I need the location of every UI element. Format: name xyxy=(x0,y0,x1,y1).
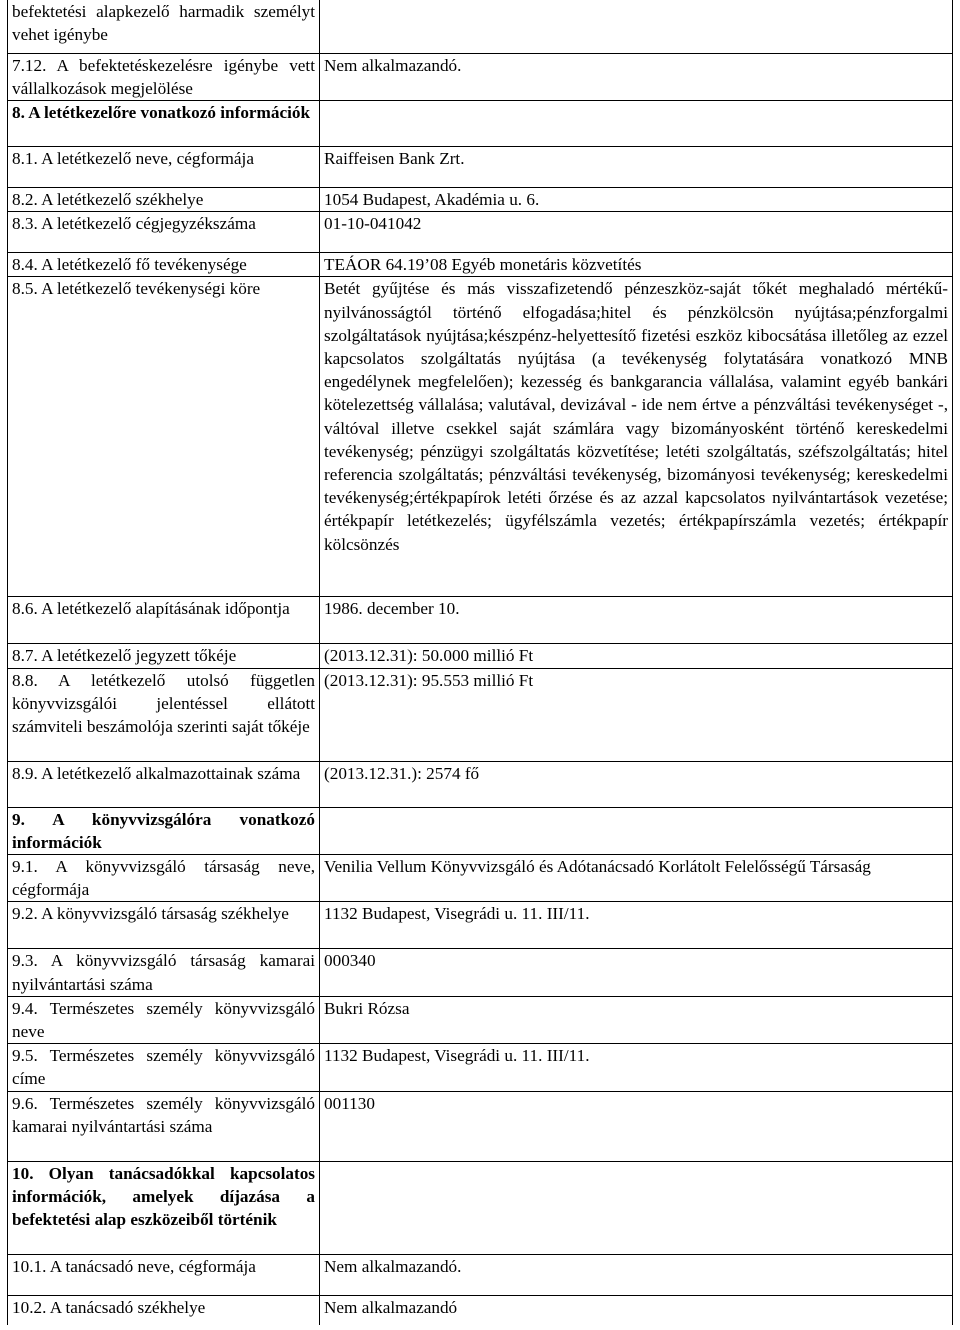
row-value-cell xyxy=(320,668,953,761)
row-label: 8. A letétkezelőre vonatkozó információk xyxy=(12,102,311,122)
row-label: 8.2. A letétkezelő székhelye xyxy=(12,189,204,209)
row-value: 1986. december 10. xyxy=(324,599,460,619)
table-body xyxy=(8,0,953,1325)
table-row xyxy=(8,949,953,996)
row-value: Bukri Rózsa xyxy=(324,998,410,1018)
row-value-cell xyxy=(320,1295,953,1325)
row-value-cell xyxy=(320,1254,953,1295)
table-row xyxy=(8,1044,953,1091)
row-label: 8.3. A letétkezelő cégjegyzékszáma xyxy=(12,214,256,234)
row-value-cell xyxy=(320,996,953,1043)
row-label-cell xyxy=(8,807,320,854)
table-row xyxy=(8,212,953,253)
row-value: TEÁOR 64.19’08 Egyéb monetáris közvetítés xyxy=(324,255,642,275)
row-label-cell xyxy=(8,146,320,187)
row-label-cell xyxy=(8,854,320,901)
row-label: 10.2. A tanácsadó székhelye xyxy=(12,1297,206,1317)
row-label-cell xyxy=(8,1295,320,1325)
table-row xyxy=(8,53,953,100)
row-value: (2013.12.31): 95.553 millió Ft xyxy=(324,670,534,690)
row-label: 8.7. A letétkezelő jegyzett tőkéje xyxy=(12,646,237,666)
table-row xyxy=(8,1254,953,1295)
row-label: 8.9. A letétkezelő alkalmazottainak száma xyxy=(12,763,301,783)
row-label: 9.6. Természetes személy könyvvizsgáló kamarai nyilvántartási száma xyxy=(12,1093,315,1136)
table-row xyxy=(8,0,953,53)
row-label-cell xyxy=(8,949,320,996)
row-label: 9.4. Természetes személy könyvvizsgáló neve xyxy=(12,998,315,1041)
row-value: 1132 Budapest, Visegrádi u. 11. III/11. xyxy=(324,1046,590,1066)
row-label: 9.5. Természetes személy könyvvizsgáló címe xyxy=(12,1046,315,1089)
table-row xyxy=(8,902,953,949)
row-value-cell xyxy=(320,146,953,187)
row-value-cell xyxy=(320,53,953,100)
row-label-cell xyxy=(8,187,320,211)
row-value-cell xyxy=(320,761,953,807)
row-value-cell xyxy=(320,902,953,949)
row-value-cell xyxy=(320,100,953,146)
row-value: 000340 xyxy=(324,951,376,971)
row-value-cell xyxy=(320,1161,953,1254)
row-value-cell xyxy=(320,644,953,668)
row-value: Betét gyűjtése és más visszafizetendő pénzeszköz-saját tőkét meghaladó mértékű-nyilvánosságtól történő elfogadása;hitel és pénzkölcsön nyújtása;pénzforgalmi szolgáltatások nyújtása;készpénz-helyettesítő fizetési eszköz kibocsátása illetőleg az ezzel kapcsolatos szolgáltatás nyújtása (a tevékenység folytatására vonatkozó MNB engedélynek megfelelően); kezesség és bankgarancia vállalása, valamint egyéb bankári kötelezettség vállalása; valutával, devizával - ide nem értve a pénzváltási tevékenységet -, váltóval illetve csekkel saját számlára vagy bizományosként történő kereskedelmi tevékenység; pénzügyi szolgáltatás közvetítése; letéti szolgáltatás, széfszolgáltatás; hitel referencia szolgáltatás; pénzváltási tevékenység, bizományosi tevékenység; kereskedelmi tevékenység;értékpapírok letéti őrzése és az azzal kapcsolatos nyilvántartások vezetése; értékpapír letétkezelés; ügyfélszámla vezetés; értékpapírszámla vezetés; értékpapír kölcsönzés xyxy=(324,279,948,554)
row-label-cell xyxy=(8,1044,320,1091)
row-value: 01-10-041042 xyxy=(324,214,422,234)
document-table xyxy=(7,0,953,1325)
row-value-cell xyxy=(320,807,953,854)
table-row xyxy=(8,854,953,901)
row-value: Nem alkalmazandó. xyxy=(324,55,462,75)
row-value: Nem alkalmazandó. xyxy=(324,1256,462,1276)
row-label: 10. Olyan tanácsadókkal kapcsolatos információk, amelyek díjazása a befektetési alap eszközeiből történik xyxy=(12,1163,315,1229)
row-value-cell xyxy=(320,597,953,644)
row-label-cell xyxy=(8,996,320,1043)
table-row xyxy=(8,100,953,146)
table-row xyxy=(8,253,953,277)
row-label-cell xyxy=(8,277,320,597)
row-label: 8.6. A letétkezelő alapításának időpontja xyxy=(12,599,290,619)
row-label-cell xyxy=(8,0,320,53)
table-row xyxy=(8,1091,953,1161)
row-label: 8.4. A letétkezelő fő tevékenysége xyxy=(12,255,247,275)
row-value: 1054 Budapest, Akadémia u. 6. xyxy=(324,189,540,209)
row-label: 7.12. A befektetéskezelésre igénybe vett vállalkozások megjelölése xyxy=(12,55,315,98)
table-row xyxy=(8,996,953,1043)
row-value: 1132 Budapest, Visegrádi u. 11. III/11. xyxy=(324,904,590,924)
row-value: (2013.12.31.): 2574 fő xyxy=(324,763,480,783)
row-value-cell xyxy=(320,1044,953,1091)
row-label-cell xyxy=(8,902,320,949)
row-label: 9.2. A könyvvizsgáló társaság székhelye xyxy=(12,904,289,924)
row-value-cell xyxy=(320,187,953,211)
table-row xyxy=(8,644,953,668)
row-label: befektetési alapkezelő harmadik személyt vehet igénybe xyxy=(12,2,315,45)
row-value: Raiffeisen Bank Zrt. xyxy=(324,148,465,168)
row-label-cell xyxy=(8,1091,320,1161)
table-row xyxy=(8,668,953,761)
row-label: 9. A könyvvizsgálóra vonatkozó információk xyxy=(12,809,315,852)
table-row xyxy=(8,807,953,854)
table-row xyxy=(8,187,953,211)
row-label: 8.1. A letétkezelő neve, cégformája xyxy=(12,148,254,168)
row-value-cell xyxy=(320,949,953,996)
row-value-cell xyxy=(320,212,953,253)
row-label-cell xyxy=(8,668,320,761)
row-value: Venilia Vellum Könyvvizsgáló és Adótanácsadó Korlátolt Felelősségű Társaság xyxy=(324,856,871,876)
row-label-cell xyxy=(8,761,320,807)
table-row xyxy=(8,1295,953,1325)
row-label-cell xyxy=(8,644,320,668)
row-label-cell xyxy=(8,100,320,146)
table-row xyxy=(8,761,953,807)
row-label: 9.3. A könyvvizsgáló társaság kamarai nyilvántartási száma xyxy=(12,951,315,994)
row-label-cell xyxy=(8,253,320,277)
row-label: 8.5. A letétkezelő tevékenységi köre xyxy=(12,279,261,299)
row-label: 10.1. A tanácsadó neve, cégformája xyxy=(12,1256,256,1276)
row-value-cell xyxy=(320,253,953,277)
table-row xyxy=(8,146,953,187)
row-label-cell xyxy=(8,1161,320,1254)
row-value-cell xyxy=(320,0,953,53)
row-value-cell xyxy=(320,277,953,597)
row-value: (2013.12.31): 50.000 millió Ft xyxy=(324,646,534,666)
table-row xyxy=(8,277,953,597)
row-label-cell xyxy=(8,53,320,100)
row-label: 9.1. A könyvvizsgáló társaság neve, cégformája xyxy=(12,856,315,900)
table-row xyxy=(8,597,953,644)
row-value-cell xyxy=(320,854,953,901)
row-value: 001130 xyxy=(324,1093,375,1113)
row-value-cell xyxy=(320,1091,953,1161)
row-label-cell xyxy=(8,597,320,644)
row-label: 8.8. A letétkezelő utolsó független könyvvizsgálói jelentéssel ellátott számviteli beszámolója szerinti saját tőkéje xyxy=(12,670,315,736)
row-label-cell xyxy=(8,1254,320,1295)
row-label-cell xyxy=(8,212,320,253)
table-row xyxy=(8,1161,953,1254)
row-value: Nem alkalmazandó xyxy=(324,1297,458,1317)
